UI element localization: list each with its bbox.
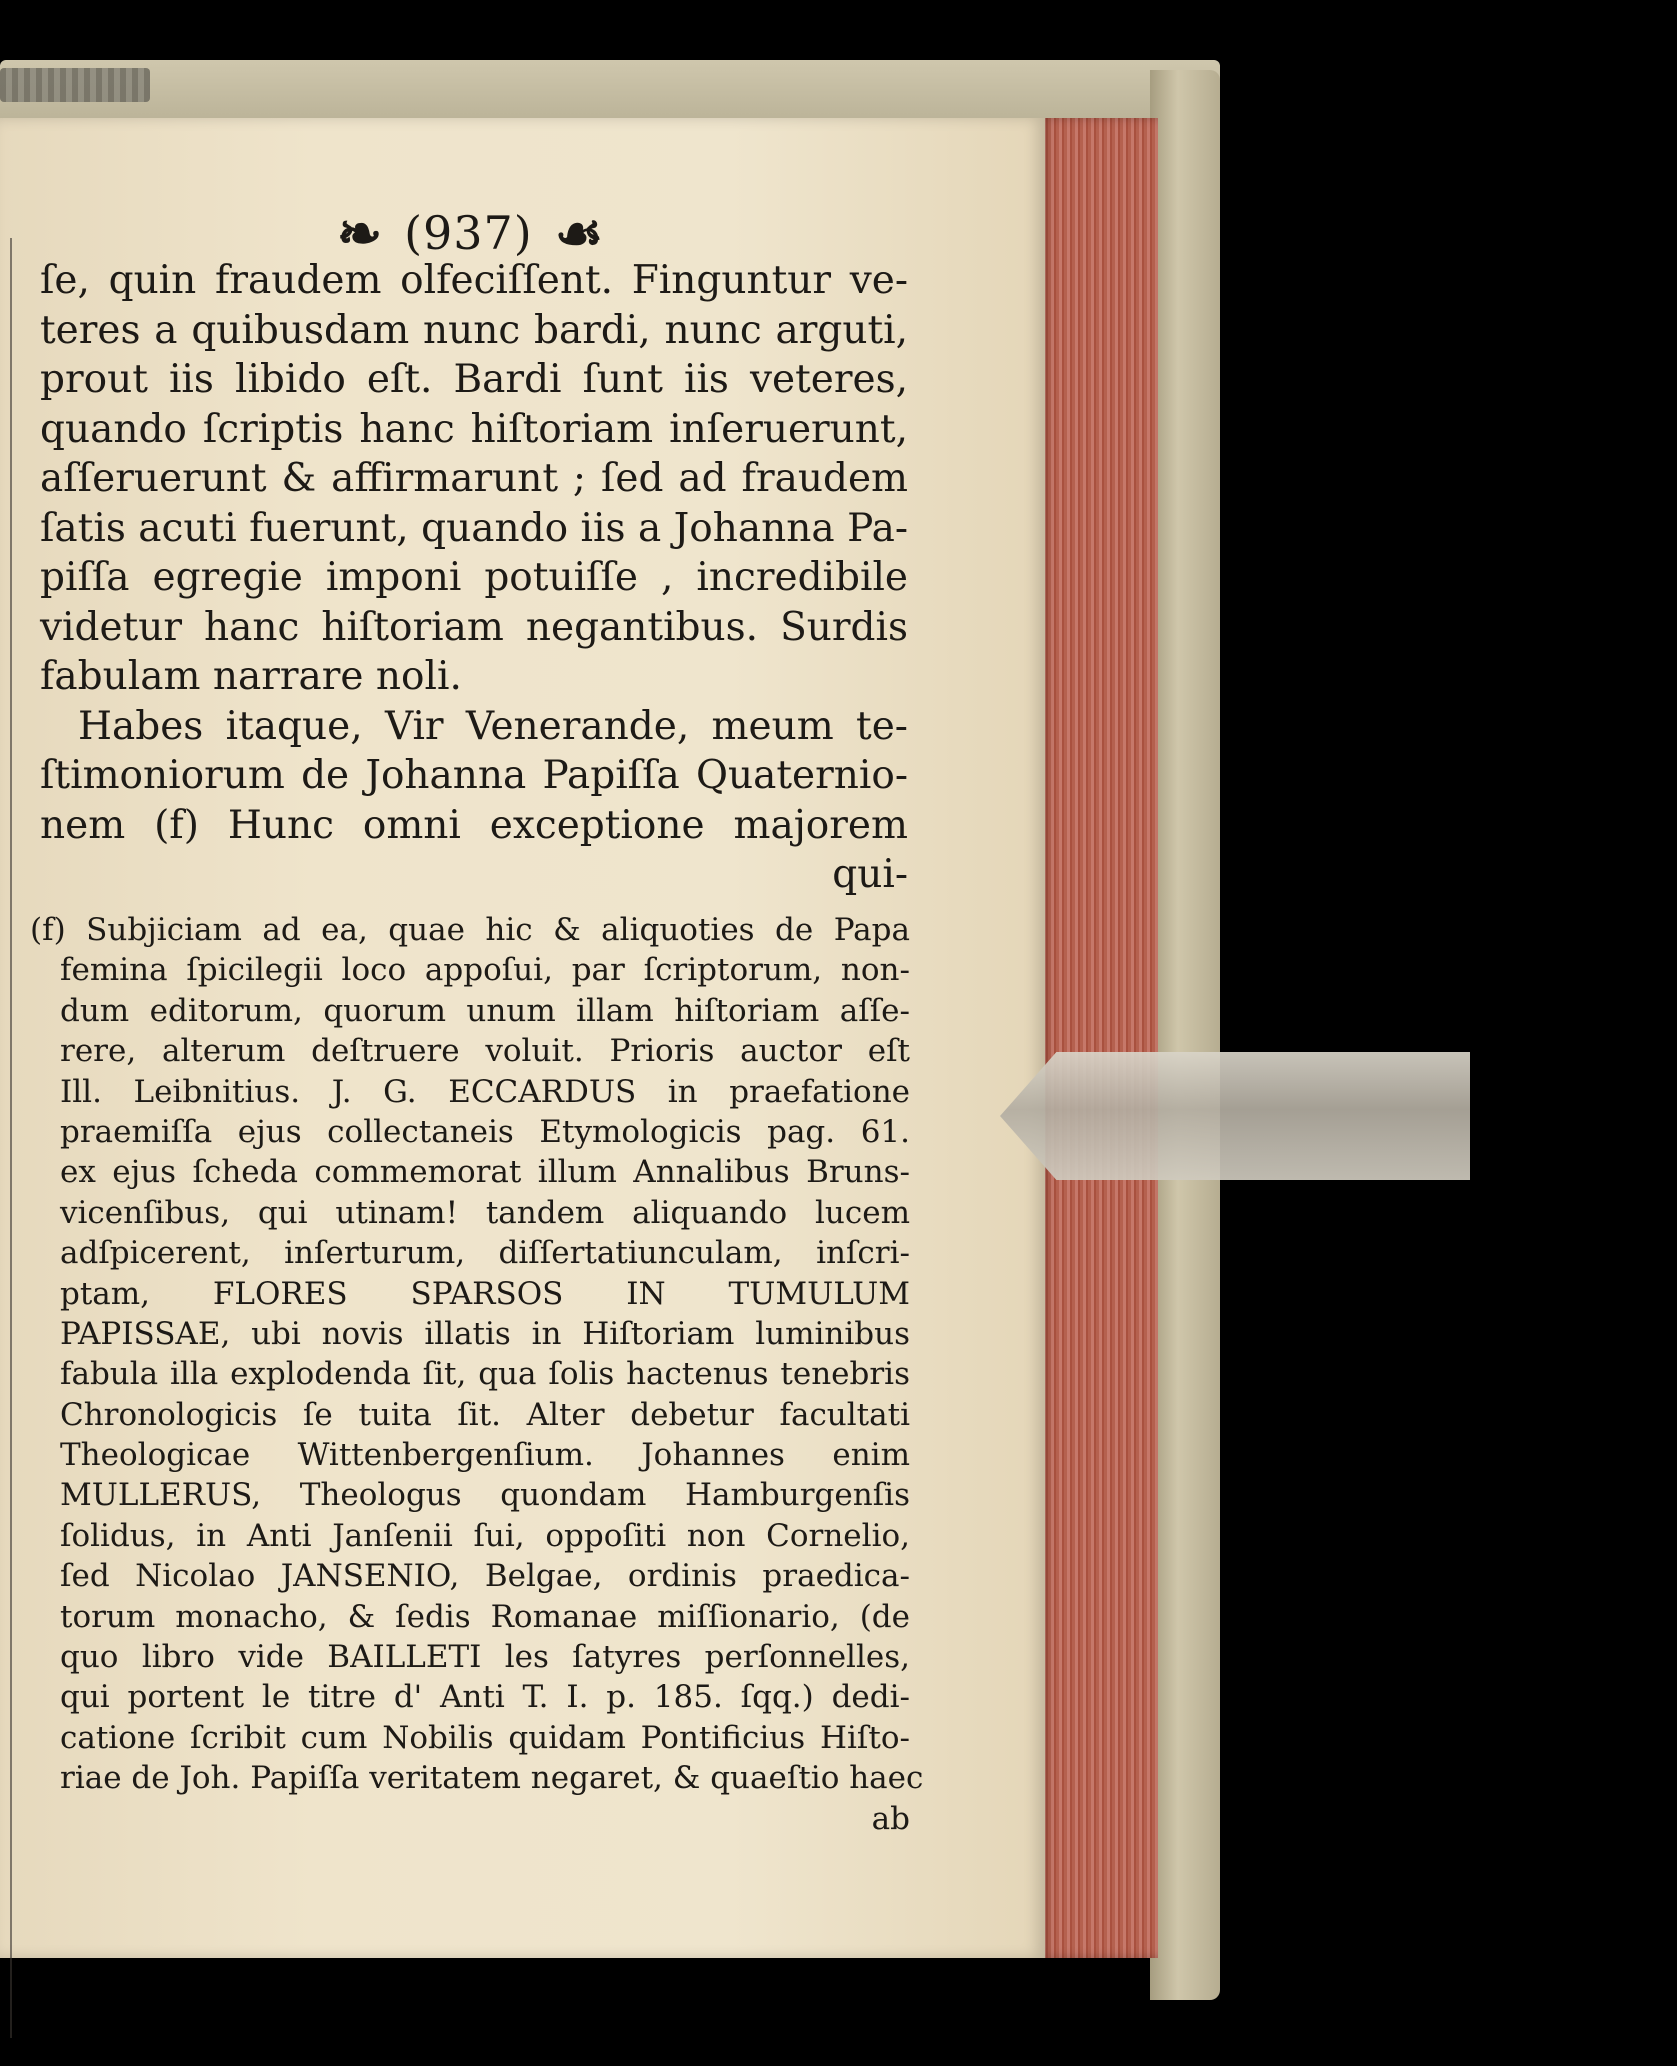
ornament-left-icon: ❧ [336, 201, 383, 265]
page-block-edge [1040, 118, 1158, 1958]
ribbon-bookmark [1000, 1052, 1470, 1180]
body-line: piſſa egregie imponi potuiſſe , incredibile [40, 555, 908, 600]
book-clasp [0, 68, 150, 102]
footnote-line: Theologicae Wittenbergenſium. Johannes enim [60, 1437, 910, 1474]
footnote-line: adſpicerent, inſerturum, diſſertatiunculam, inſcri- [60, 1235, 910, 1272]
footnote-line: Ill. Leibnitius. J. G. ECCARDUS in praefatione [60, 1073, 910, 1110]
body-line: videtur hanc hiſtoriam negantibus. Surdis [40, 604, 908, 650]
catchword: qui- [832, 852, 908, 897]
footnote-line: praemiſſa ejus collectaneis Etymologicis pag. 61. [60, 1113, 910, 1150]
footnote-line: dum editorum, quorum unum illam hiſtoriam aſſe- [60, 992, 910, 1029]
footnote-line: rere, alterum deſtruere voluit. Prioris auctor eſt [60, 1033, 910, 1070]
footnote-line: torum monacho, & ſedis Romanae miſſionario, (de [60, 1598, 910, 1635]
body-line: ſtimoniorum de Johanna Papiſſa Quaternio- [40, 753, 908, 798]
footnote-line: ptam, FLORES SPARSOS IN TUMULUM [60, 1275, 910, 1312]
footnote-line: PAPISSAE, ubi novis illatis in Hiſtoriam luminibus [60, 1315, 910, 1352]
body-line: quando ſcriptis hanc hiſtoriam inſeruerunt, [40, 406, 908, 452]
body-line: fabulam narrare noli. [40, 654, 462, 699]
footnote-line: ex ejus ſcheda commemorat illum Annalibus Bruns- [60, 1154, 910, 1191]
body-text [40, 256, 908, 900]
gutter-shadow [10, 238, 12, 2038]
book-cover-edge [1150, 70, 1220, 2000]
footnote-line: riae de Joh. Papiſſa veritatem negaret, & quaeſtio haec [60, 1760, 924, 1797]
footnote-line: vicenſibus, qui utinam! tandem aliquando lucem [60, 1194, 910, 1231]
footnote-line: fabula illa explodenda ſit, qua ſolis hactenus tenebris [60, 1356, 910, 1393]
footnote-line: quo libro vide BAILLETI les ſatyres perſonnelles, [60, 1639, 910, 1676]
footnote-line: ſed Nicolao JANSENIO, Belgae, ordinis praedica- [60, 1558, 910, 1595]
footnote-catchword: ab [871, 1800, 910, 1837]
footnote-line: Chronologicis ſe tuita ſit. Alter debetur facultati [60, 1396, 910, 1433]
footnote-line: catione ſcribit cum Nobilis quidam Pontificius Hiſto- [60, 1719, 910, 1756]
footnote-line: qui portent le titre d' Anti T. I. p. 185. ſqq.) dedi- [60, 1679, 910, 1716]
body-line: prout iis libido eſt. Bardi ſunt iis veteres, [40, 357, 908, 402]
body-line: ſatis acuti fuerunt, quando iis a Johanna Pa- [40, 505, 908, 551]
body-line: Habes itaque, Vir Venerande, meum te- [78, 703, 908, 749]
page-number: (937) [404, 206, 533, 260]
body-line: aſſeruerunt & affirmarunt ; ſed ad fraudem [40, 456, 908, 501]
footnote-line: ſolidus, in Anti Janſenii ſui, oppoſiti non Cornelio, [60, 1517, 910, 1554]
footnote-line: MULLERUS, Theologus quondam Hamburgenſis [60, 1477, 910, 1514]
body-line: teres a quibusdam nunc bardi, nunc arguti, [40, 307, 908, 353]
body-line: ſe, quin fraudem olfeciſſent. Finguntur ve- [40, 258, 908, 303]
footnote-line: (f) Subjiciam ad ea, quae hic & aliquoties de Papa [30, 912, 910, 948]
ornament-right-icon: ☙ [554, 201, 604, 265]
body-line: nem (f) Hunc omni exceptione majorem [40, 802, 908, 848]
footnote [30, 910, 924, 1839]
footnote-line: femina ſpicilegii loco appoſui, par ſcriptorum, non- [60, 952, 910, 989]
